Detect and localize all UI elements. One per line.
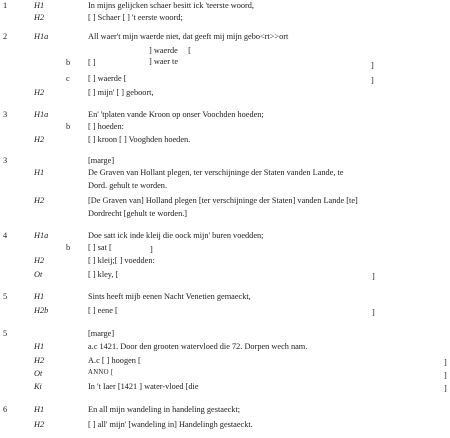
witness-siglum: H2 xyxy=(34,88,45,97)
witness-siglum: H1 xyxy=(34,342,45,351)
witness-siglum: H1a xyxy=(34,32,49,41)
witness-siglum: Ot xyxy=(34,369,43,378)
entry-line-1 xyxy=(0,14,450,24)
entry-line-14 xyxy=(0,232,450,242)
witness-siglum: H1 xyxy=(34,405,45,414)
closing-bracket: ] xyxy=(371,76,374,85)
sub-witness: c xyxy=(66,74,70,83)
witness-siglum: H1 xyxy=(34,168,45,177)
witness-siglum: H2b xyxy=(34,306,49,315)
entry-line-20 xyxy=(0,330,450,340)
line-text: [ ] kroon [ ] Vooghden hoeden. xyxy=(88,135,191,144)
line-number: 2 xyxy=(3,32,8,41)
line-number: 4 xyxy=(3,231,8,240)
entry-line-16 xyxy=(0,257,450,267)
marge-label: [marge] xyxy=(88,156,115,165)
line-text: [ ] all' mijn' [wandeling in] Handelingh gestaeckt. xyxy=(88,420,253,429)
entry-line-21 xyxy=(0,343,450,353)
marge-label: [marge] xyxy=(88,329,115,338)
line-text: [ ] hoeden: xyxy=(88,122,124,131)
closing-bracket: ] xyxy=(150,245,153,254)
line-text: In mijns gelijcken schaer besitt ick 'teerste woord, xyxy=(88,1,254,10)
witness-siglum: H1a xyxy=(34,110,49,119)
line-text: [ ] mijn' [ ] geboort, xyxy=(88,88,154,97)
entry-line-11 xyxy=(0,182,450,192)
witness-siglum: H2 xyxy=(34,256,45,265)
sub-witness: b xyxy=(66,122,71,131)
line-number: 1 xyxy=(3,1,8,10)
entry-line-8 xyxy=(0,136,450,146)
witness-siglum: Ot xyxy=(34,270,43,279)
line-text: Sints heeft mijb eenen Nacht Venetien gemaeckt, xyxy=(88,292,251,301)
entry-line-5 xyxy=(0,89,450,99)
witness-siglum: Ki xyxy=(34,382,42,391)
line-text: [ ] Schaer [ ] 't eerste woord; xyxy=(88,13,183,22)
entry-line-12 xyxy=(0,197,450,207)
line-text: En all mijn wandeling in handeling gestaeckt; xyxy=(88,405,241,414)
witness-siglum: H1 xyxy=(34,292,45,301)
line-text: En' 'tplaten vande Kroon op onser Voochden hoeden; xyxy=(88,110,264,119)
entry-line-25 xyxy=(0,406,450,416)
closing-bracket: ] xyxy=(444,358,447,367)
entry-line-0 xyxy=(0,2,450,12)
line-text: Dord. gehult te worden. xyxy=(88,181,168,190)
entry-line-22 xyxy=(0,357,450,367)
line-text: In 't Iaer [1421 ] water-vloed [die xyxy=(88,382,199,391)
line-text: [ ] kley, [ xyxy=(88,270,119,279)
witness-siglum: H2 xyxy=(34,196,45,205)
entry-line-17 xyxy=(0,271,450,281)
witness-siglum: H2 xyxy=(34,356,45,365)
entry-line-10 xyxy=(0,169,450,179)
line-text: ANNO [ xyxy=(88,369,114,376)
line-text: [ ] kleij;[ ] voedden: xyxy=(88,256,155,265)
sub-witness: b xyxy=(66,243,71,252)
line-number: 5 xyxy=(3,329,8,338)
entry-line-18 xyxy=(0,293,450,303)
closing-bracket: ] xyxy=(371,61,374,70)
entry-line-4 xyxy=(0,75,450,85)
entry-line-7 xyxy=(0,123,450,133)
line-number: 3 xyxy=(3,110,8,119)
line-number: 5 xyxy=(3,292,8,301)
line-text: [ ] waerde [ xyxy=(88,74,127,83)
line-text: [ ] eene [ xyxy=(88,306,118,315)
entry-line-3 xyxy=(0,59,450,69)
entry-line-26 xyxy=(0,421,450,431)
entry-line-13 xyxy=(0,210,450,220)
line-text: All waer't mijn waerde niet, dat geeft mij mijn gebo<rt>>ort xyxy=(88,32,289,41)
variant-fragment: ] waerde [ xyxy=(149,46,191,55)
witness-siglum: H1a xyxy=(34,231,49,240)
line-text: [ ] xyxy=(88,58,96,67)
entry-line-6 xyxy=(0,111,450,121)
entry-line-9 xyxy=(0,157,450,167)
closing-bracket: ] xyxy=(444,384,447,393)
closing-bracket: ] xyxy=(372,308,375,317)
witness-siglum: H2 xyxy=(34,420,45,429)
entry-line-15 xyxy=(0,244,450,254)
witness-siglum: H1 xyxy=(34,1,45,10)
line-text: Dordrecht [gehult te worden.] xyxy=(88,209,188,218)
line-text: [ ] sat [ xyxy=(88,243,112,252)
closing-bracket: ] xyxy=(372,272,375,281)
line-text: a.c 1421. Door den grooten watervloed die 72. Dorpen wech nam. xyxy=(88,342,308,351)
entry-line-24 xyxy=(0,383,450,393)
sub-witness: b xyxy=(66,58,71,67)
closing-bracket: ] xyxy=(444,371,447,380)
line-number: 3 xyxy=(3,156,8,165)
witness-siglum: H2 xyxy=(34,135,45,144)
entry-line-23 xyxy=(0,370,450,380)
line-text: De Graven van Hollant plegen, ter verschijninge der Staten vanden Lande, te xyxy=(88,168,344,177)
line-number: 6 xyxy=(3,405,8,414)
variant-fragment: ] waer te xyxy=(149,57,179,66)
line-text: [De Graven van] Holland plegen [ter verschijninge der Staten] vanden Lande [te] xyxy=(88,196,358,205)
witness-siglum: H2 xyxy=(34,13,45,22)
line-text: A.c [ ] hoogen [ xyxy=(88,356,141,365)
entry-line-2 xyxy=(0,33,450,43)
entry-line-19 xyxy=(0,307,450,317)
line-text: Doe satt ick inde kleij die oock mijn' buren voedden; xyxy=(88,231,264,240)
